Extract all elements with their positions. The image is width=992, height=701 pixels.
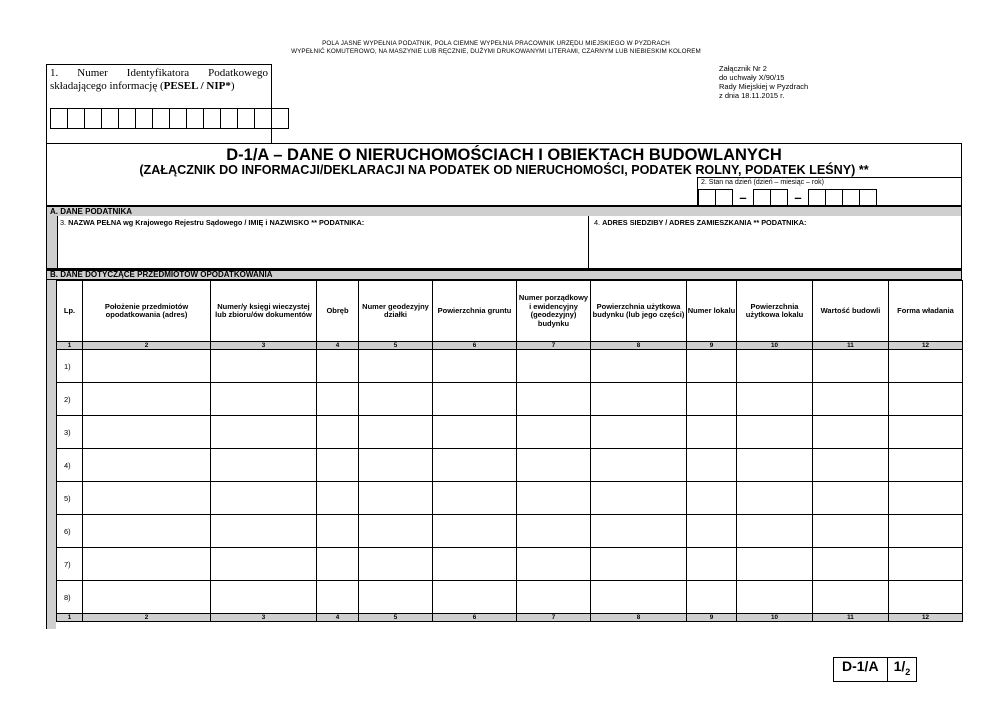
column-number: 8 [591,614,687,622]
day-digit-cell[interactable] [698,189,716,206]
table-row [57,581,963,614]
date-field-label: 2. Stan na dzień (dzień – miesiąc – rok) [701,179,824,186]
table-cell-input[interactable] [359,482,433,515]
table-row [57,449,963,482]
tax-id-digit-cell[interactable] [118,108,136,129]
table-cell-input[interactable] [687,350,737,383]
table-cell-input[interactable] [813,515,889,548]
table-cell-input[interactable] [317,515,359,548]
form-code-badge [833,657,917,682]
table-cell-input[interactable] [813,350,889,383]
taxpayer-name-field[interactable]: 3. NAZWA PEŁNA wg Krajowego Rejestru Sądowego / IMIĘ i NAZWISKO ** PODATNIKA: [57,216,589,268]
tax-id-digit-cell[interactable] [237,108,255,129]
table-cell-input[interactable] [687,515,737,548]
table-row [57,383,963,416]
table-cell-input[interactable] [737,416,813,449]
table-cell-input[interactable] [211,383,317,416]
table-cell-input[interactable] [813,449,889,482]
year-digit-cell[interactable] [808,189,826,206]
attachment-line: Załącznik Nr 2 [719,64,767,73]
column-header: Numer/y księgi wieczystej lub zbioru/ów dokumentów [211,281,317,342]
form-title-block [46,143,962,206]
column-header: Obręb [317,281,359,342]
column-number: 6 [433,342,517,350]
table-cell-input[interactable] [433,515,517,548]
section-b-heading: B. DANE DOTYCZĄCE PRZEDMIOTÓW OPODATKOWANIA [46,269,962,280]
table-cell-input[interactable] [83,548,211,581]
page-indicator: $1/_2$ [887,658,917,681]
column-number: 8 [591,342,687,350]
year-digit-cell[interactable] [825,189,843,206]
instruction-line-2: WYPEŁNIĆ KOMUTEROWO, NA MASZYNIE LUB RĘCZNIE, DUŻYMI DRUKOWANYMI LITERAMI, CZARNYM LUB NIEBIESKIM KOLOREM [291,48,701,55]
table-cell-input[interactable] [517,548,591,581]
row-number: 1) [57,350,83,383]
row-number: 4) [57,449,83,482]
column-number: 1 [57,614,83,622]
tax-id-digit-cell[interactable] [169,108,187,129]
table-cell-input[interactable] [737,515,813,548]
column-number: 5 [359,614,433,622]
table-cell-input[interactable] [433,350,517,383]
taxpayer-name-label: NAZWA PEŁNA wg Krajowego Rejestru Sądowego / IMIĘ i NAZWISKO ** PODATNIKA: [68,218,365,227]
date-separator: – [794,190,802,205]
table-cell-input[interactable] [687,416,737,449]
table-cell-input[interactable] [591,548,687,581]
column-number: 6 [433,614,517,622]
column-number: 10 [737,342,813,350]
column-header: Forma władania [889,281,963,342]
table-cell-input[interactable] [211,581,317,614]
attachment-line: do uchwały X/90/15 [719,73,785,82]
tax-id-digit-cell[interactable] [135,108,153,129]
tax-id-digit-cell[interactable] [50,108,68,129]
column-number: 4 [317,342,359,350]
table-row [57,482,963,515]
table-cell-input[interactable] [83,515,211,548]
table-cell-input[interactable] [317,482,359,515]
tax-id-digit-cell[interactable] [101,108,119,129]
table-cell-input[interactable] [317,581,359,614]
column-number: 11 [813,614,889,622]
table-cell-input[interactable] [359,548,433,581]
table-cell-input[interactable] [211,350,317,383]
table-cell-input[interactable] [737,581,813,614]
table-cell-input[interactable] [359,350,433,383]
column-number: 3 [211,614,317,622]
table-cell-input[interactable] [433,482,517,515]
table-cell-input[interactable] [317,383,359,416]
table-header-row [57,281,963,342]
table-cell-input[interactable] [591,383,687,416]
table-cell-input[interactable] [889,581,963,614]
column-number: 9 [687,342,737,350]
table-cell-input[interactable] [889,548,963,581]
taxpayer-address-label: ADRES SIEDZIBY / ADRES ZAMIESZKANIA ** PODATNIKA: [602,218,807,227]
column-number: 12 [889,614,963,622]
column-header: Powierzchnia użytkowa lokalu [737,281,813,342]
table-cell-input[interactable] [687,548,737,581]
table-row [57,416,963,449]
column-number-row [57,614,963,622]
fill-instructions [0,40,992,56]
instruction-line-1: POLA JASNE WYPEŁNIA PODATNIK, POLA CIEMNE WYPEŁNIA PRACOWNIK URZĘDU MIEJSKIEGO W PYZDRACH [322,40,670,47]
table-cell-input[interactable] [591,350,687,383]
table-cell-input[interactable] [211,548,317,581]
table-cell-input[interactable] [211,482,317,515]
table-cell-input[interactable] [889,350,963,383]
table-cell-input[interactable] [517,581,591,614]
column-header: Wartość budowli [813,281,889,342]
table-cell-input[interactable] [517,416,591,449]
year-digit-cell[interactable] [842,189,860,206]
column-number: 3 [211,342,317,350]
table-cell-input[interactable] [813,482,889,515]
column-header: Powierzchnia gruntu [433,281,517,342]
table-cell-input[interactable] [517,449,591,482]
table-cell-input[interactable] [317,350,359,383]
column-number: 7 [517,342,591,350]
column-number: 12 [889,342,963,350]
table-cell-input[interactable] [211,515,317,548]
table-cell-input[interactable] [813,383,889,416]
column-header: Numer geodezyjny działki [359,281,433,342]
column-number: 11 [813,342,889,350]
table-cell-input[interactable] [517,350,591,383]
table-cell-input[interactable] [359,383,433,416]
tax-id-digit-cell[interactable] [203,108,221,129]
table-cell-input[interactable] [433,449,517,482]
column-number-row [57,342,963,350]
column-header: Lp. [57,281,83,342]
tax-id-input-cells[interactable] [50,108,289,129]
column-number: 2 [83,342,211,350]
table-cell-input[interactable] [591,515,687,548]
table-cell-input[interactable] [83,350,211,383]
table-cell-input[interactable] [317,416,359,449]
table-cell-input[interactable] [359,449,433,482]
column-number: 10 [737,614,813,622]
table-row [57,350,963,383]
tax-id-digit-cell[interactable] [152,108,170,129]
attachment-line: z dnia 18.11.2015 r. [719,91,785,100]
attachment-note [719,64,808,100]
tax-id-digit-cell[interactable] [271,108,289,129]
table-cell-input[interactable] [517,383,591,416]
table-cell-input[interactable] [317,449,359,482]
form-code: D-1/A [842,658,879,674]
table-cell-input[interactable] [737,383,813,416]
table-cell-input[interactable] [687,449,737,482]
table-cell-input[interactable] [359,416,433,449]
section-a-body [46,216,962,269]
taxpayer-address-field[interactable]: 4. ADRES SIEDZIBY / ADRES ZAMIESZKANIA ** PODATNIKA: [594,218,807,227]
date-input-cells[interactable] [698,189,877,206]
tax-id-digit-cell[interactable] [67,108,85,129]
table-cell-input[interactable] [591,581,687,614]
tax-id-digit-cell[interactable] [220,108,238,129]
table-cell-input[interactable] [211,416,317,449]
table-cell-input[interactable] [737,548,813,581]
row-number: 6) [57,515,83,548]
section-a-heading: A. DANE PODATNIKA [46,206,962,216]
table-cell-input[interactable] [211,449,317,482]
tax-id-field [46,64,272,144]
tax-id-digit-cell[interactable] [186,108,204,129]
property-table [56,280,963,622]
table-row [57,515,963,548]
table-cell-input[interactable] [889,482,963,515]
row-number: 5) [57,482,83,515]
section-a-margin [47,216,57,268]
column-number: 4 [317,614,359,622]
attachment-line: Rady Miejskiej w Pyzdrach [719,82,809,91]
table-cell-input[interactable] [83,482,211,515]
date-field [697,177,962,207]
column-number: 5 [359,342,433,350]
tax-id-digit-cell[interactable] [254,108,272,129]
column-number: 9 [687,614,737,622]
form-subtitle: (ZAŁĄCZNIK DO INFORMACJI/DEKLARACJI NA PODATEK OD NIERUCHOMOŚCI, PODATEK ROLNY, PODATEK LEŚNY) ** [139,163,869,177]
row-number: 8) [57,581,83,614]
column-header: Położenie przedmiotów opodatkowania (adres) [83,281,211,342]
tax-id-digit-cell[interactable] [84,108,102,129]
column-header: Numer lokalu [687,281,737,342]
table-cell-input[interactable] [433,383,517,416]
table-cell-input[interactable] [813,581,889,614]
column-number: 2 [83,614,211,622]
row-number: 2) [57,383,83,416]
table-cell-input[interactable] [687,482,737,515]
table-row [57,548,963,581]
table-cell-input[interactable] [359,581,433,614]
column-header: Numer porządkowy i ewidencyjny (geodezyjny) budynku [517,281,591,342]
table-cell-input[interactable] [517,515,591,548]
table-cell-input[interactable] [591,482,687,515]
table-cell-input[interactable] [83,383,211,416]
date-separator: – [739,190,747,205]
row-number: 3) [57,416,83,449]
table-cell-input[interactable] [813,548,889,581]
section-b-margin [46,280,56,629]
table-cell-input[interactable] [83,416,211,449]
table-cell-input[interactable] [83,449,211,482]
table-cell-input[interactable] [433,581,517,614]
year-digit-cell[interactable] [859,189,877,206]
column-number: 1 [57,342,83,350]
month-digit-cell[interactable] [753,189,771,206]
form-title: D-1/A – DANE O NIERUCHOMOŚCIACH I OBIEKTACH BUDOWLANYCH [226,146,782,164]
table-cell-input[interactable] [591,449,687,482]
row-number: 7) [57,548,83,581]
table-cell-input[interactable] [889,449,963,482]
table-cell-input[interactable] [737,449,813,482]
table-cell-input[interactable] [687,581,737,614]
table-cell-input[interactable] [317,548,359,581]
column-number: 7 [517,614,591,622]
table-cell-input[interactable] [737,482,813,515]
table-cell-input[interactable] [737,350,813,383]
table-cell-input[interactable] [359,515,433,548]
column-header: Powierzchnia użytkowa budynku (lub jego części) [591,281,687,342]
table-cell-input[interactable] [591,416,687,449]
table-cell-input[interactable] [83,581,211,614]
table-cell-input[interactable] [687,383,737,416]
table-cell-input[interactable] [433,548,517,581]
month-digit-cell[interactable] [770,189,788,206]
tax-id-label: 1. Numer Identyfikatora Podatkowego składającego informację (PESEL / NIP*) [50,67,268,92]
table-cell-input[interactable] [889,416,963,449]
table-cell-input[interactable] [889,515,963,548]
day-digit-cell[interactable] [715,189,733,206]
table-cell-input[interactable] [813,416,889,449]
table-cell-input[interactable] [433,416,517,449]
table-cell-input[interactable] [517,482,591,515]
table-cell-input[interactable] [889,383,963,416]
